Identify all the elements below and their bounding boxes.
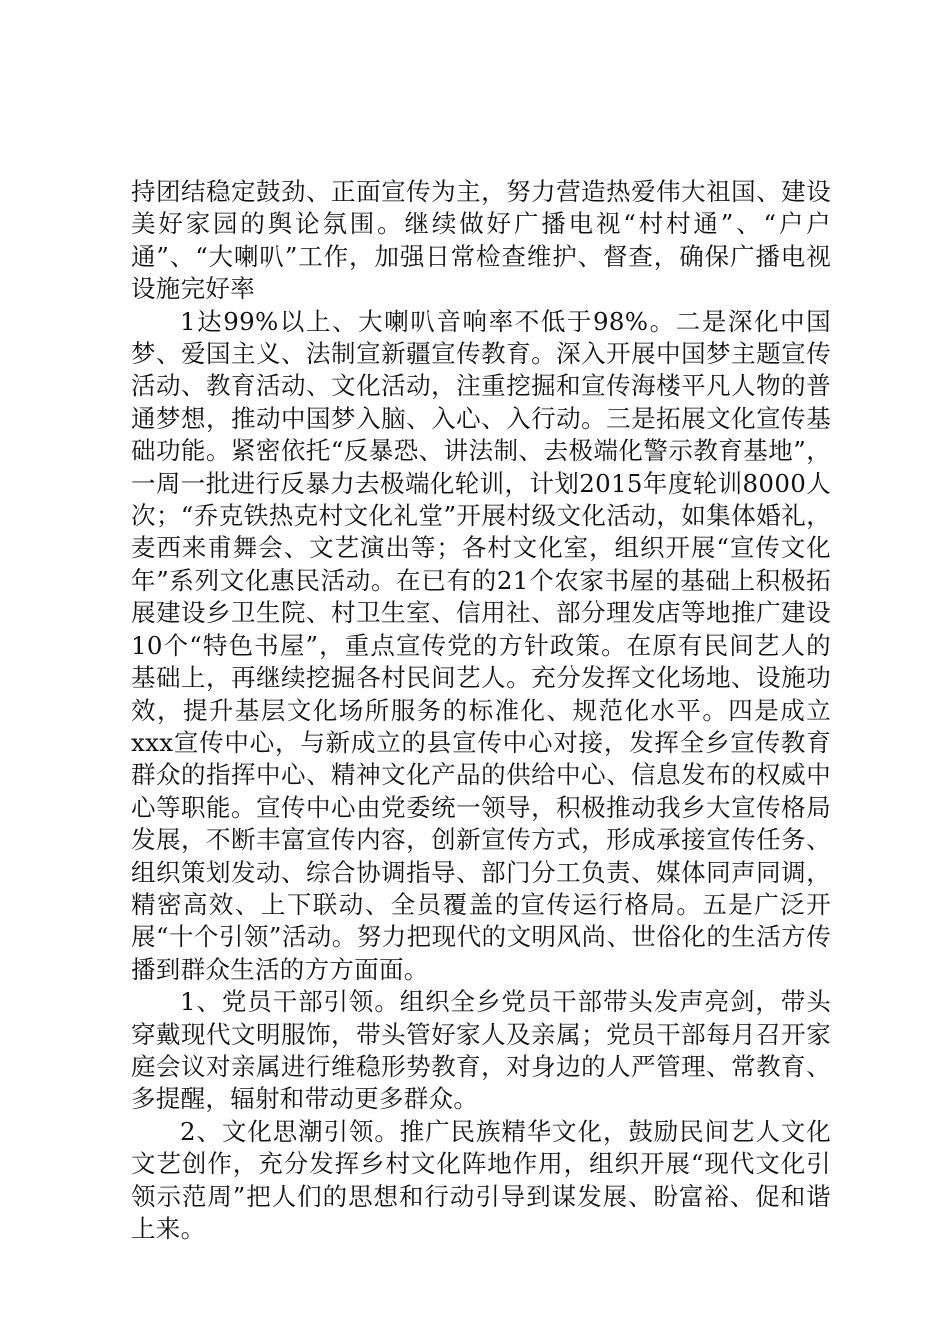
document-body (131, 176, 831, 1245)
paragraph-continuation: 持团结稳定鼓劲、正面宣传为主，努力营造热爱伟大祖国、建设美好家园的舆论氛围。继续做好广播电视“村村通”、“户户通”、“大喇叭”工作，加强日常检查维护、督查，确保广播电视设施完好率 (131, 177, 831, 304)
paragraph-party-cadre-lead: 1、党员干部引领。组织全乡党员干部带头发声亮剑，带头穿戴现代文明服饰，带头管好家人及亲属；党员干部每月召开家庭会议对亲属进行维稳形势教育，对身边的人严管理、常教育、多提醒，辐射和带动更多群众。 (131, 987, 831, 1114)
paragraph-culture-lead: 2、文化思潮引领。推广民族精华文化，鼓励民间艺人文化文艺创作，充分发挥乡村文化阵地作用，组织开展“现代文化引领示范周”把人们的思想和行动引导到谋发展、盼富裕、促和谐上来。 (131, 1116, 831, 1243)
paragraph-main-tasks: 1达99%以上、大喇叭音响率不低于98%。二是深化中国梦、爱国主义、法制宣新疆宣传教育。深入开展中国梦主题宣传活动、教育活动、文化活动，注重挖掘和宣传海楼平凡人物的普通梦想，推动中国梦入脑、入心、入行动。三是拓展文化宣传基础功能。紧密依托“反暴恐、讲法制、去极端化警示教育基地”，一周一批进行反暴力去极端化轮训，计划2015年度轮训8000人次；“乔克铁热克村文化礼堂”开展村级文化活动，如集体婚礼，麦西来甫舞会、文艺演出等；各村文化室，组织开展“宣传文化年”系列文化惠民活动。在已有的21个农家书屋的基础上积极拓展建设乡卫生院、村卫生室、信用社、部分理发店等地推广建设10个“特色书屋”，重点宣传党的方针政策。在原有民间艺人的基础上，再继续挖掘各村民间艺人。充分发挥文化场地、设施功效，提升基层文化场所服务的标准化、规范化水平。四是成立xxx宣传中心，与新成立的县宣传中心对接，发挥全乡宣传教育群众的指挥中心、精神文化产品的供给中心、信息发布的权威中心等职能。宣传中心由党委统一领导，积极推动我乡大宣传格局发展，不断丰富宣传内容，创新宣传方式，形成承接宣传任务、组织策划发动、综合协调指导、部门分工负责、媒体同声同调，精密高效、上下联动、全员覆盖的宣传运行格局。五是广泛开展“十个引领”活动。努力把现代的文明风尚、世俗化的生活方传播到群众生活的方方面面。 (131, 306, 831, 984)
